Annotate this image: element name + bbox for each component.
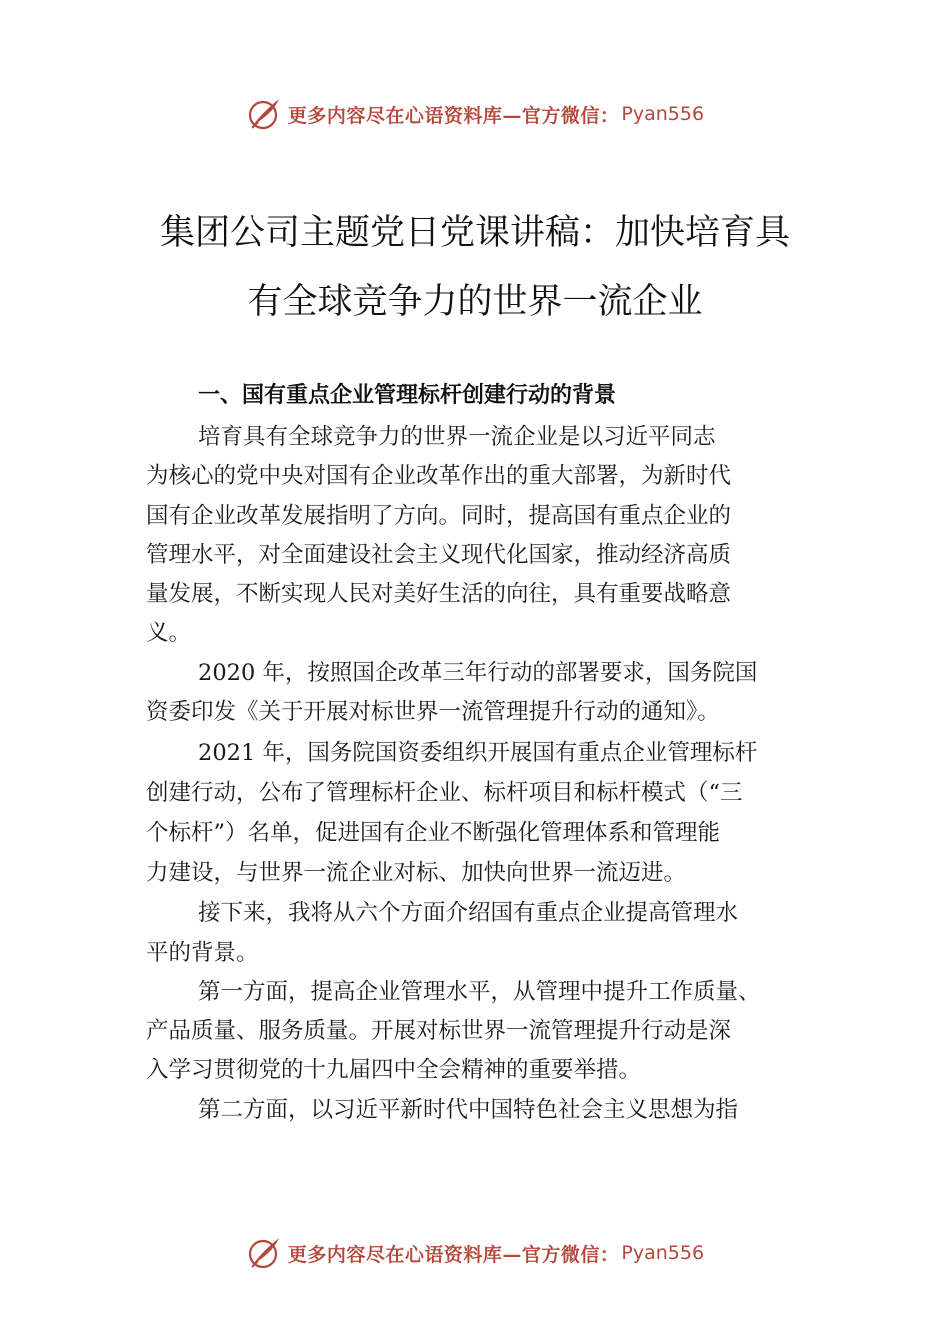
body-line: 第二方面，以习近平新时代中国特色社会主义思想为指 xyxy=(198,1097,739,1123)
body-line: 资委印发《关于开展对标世界一流管理提升行动的通知》。 xyxy=(146,699,720,725)
body-line: 产品质量、服务质量。开展对标世界一流管理提升行动是深 xyxy=(146,1018,732,1044)
body-line: 国有企业改革发展指明了方向。同时，提高国有重点企业的 xyxy=(146,503,732,529)
footer-banner xyxy=(0,1233,950,1273)
quill-pen-logo-icon xyxy=(246,96,282,132)
document-title-line-1: 集团公司主题党日党课讲稿：加快培育具 xyxy=(159,213,790,253)
banner-wechat-id: Pyan556 xyxy=(621,103,705,125)
body-line: 量发展，不断实现人民对美好生活的向往，具有重要战略意 xyxy=(146,581,732,607)
body-line: 培育具有全球竞争力的世界一流企业是以习近平同志 xyxy=(198,424,716,450)
body-line: 个标杆”）名单，促进国有企业不断强化管理体系和管理能 xyxy=(146,820,721,846)
body-line: 义。 xyxy=(146,620,192,646)
body-line: 管理水平，对全面建设社会主义现代化国家，推动经济高质 xyxy=(146,542,732,568)
body-line: 2021 年，国务院国资委组织开展国有重点企业管理标杆 xyxy=(198,740,758,766)
banner-wechat-id: Pyan556 xyxy=(621,1242,705,1264)
banner-text: 更多内容尽在心语资料库—官方微信： xyxy=(287,1243,620,1266)
section-heading: 一、国有重点企业管理标杆创建行动的背景 xyxy=(198,383,617,408)
body-line: 平的背景。 xyxy=(146,940,259,966)
body-line: 入学习贯彻党的十九届四中全会精神的重要举措。 xyxy=(146,1057,642,1083)
banner-text: 更多内容尽在心语资料库—官方微信： xyxy=(287,104,620,127)
body-line: 接下来，我将从六个方面介绍国有重点企业提高管理水 xyxy=(198,900,739,926)
header-banner xyxy=(0,94,950,134)
body-line: 为核心的党中央对国有企业改革作出的重大部署，为新时代 xyxy=(146,463,732,489)
body-line: 2020 年，按照国企改革三年行动的部署要求，国务院国 xyxy=(198,660,758,686)
quill-pen-logo-icon xyxy=(246,1235,282,1271)
body-line: 创建行动，公布了管理标杆企业、标杆项目和标杆模式（“三 xyxy=(146,780,743,806)
body-line: 力建设，与世界一流企业对标、加快向世界一流迈进。 xyxy=(146,860,687,886)
document-title-line-2: 有全球竞争力的世界一流企业 xyxy=(247,282,703,322)
body-line: 第一方面，提高企业管理水平，从管理中提升工作质量、 xyxy=(198,979,761,1005)
